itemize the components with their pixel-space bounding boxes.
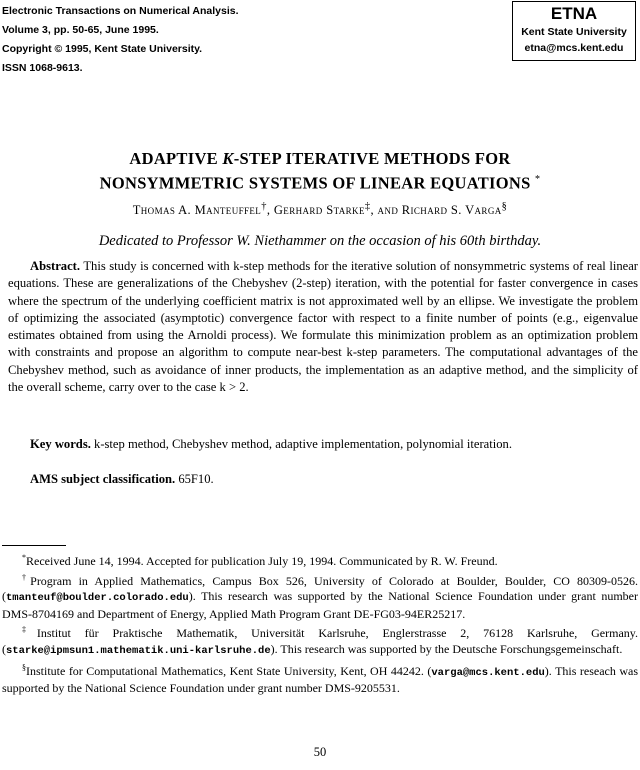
paper-title-line1 — [0, 148, 640, 169]
footnote-text: ). This research was supported by the National Science Foundation under grant number DMS-8704169 and Department of Energy, Applied Math Program Grant DE-FG03-94ER25217. — [2, 589, 638, 621]
title-part: -STEP ITERATIVE METHODS FOR — [233, 149, 511, 168]
journal-copyright: Copyright © 1995, Kent State University. — [2, 43, 203, 55]
author-footnote-mark: ‡ — [364, 201, 371, 212]
author-footnote-mark: § — [501, 201, 508, 212]
footnote — [2, 660, 638, 697]
footnote-text: ). This reseach was supported by the National Science Foundation under grant number DMS-9205531. — [2, 663, 639, 696]
author-footnote-mark: † — [261, 201, 267, 212]
keywords — [30, 437, 638, 452]
footnote-text: Program in Applied Mathematics, Campus Box 526, University of Colorado at Boulder, Boulder, CO 80309-0526. ( — [2, 573, 639, 604]
journal-volume: Volume 3, pp. 50-65, June 1995. — [2, 24, 159, 36]
journal-name: Electronic Transactions on Numerical Analysis. — [2, 5, 239, 17]
author-name: Gerhard Starke — [273, 203, 365, 218]
footnote-text: ). This research was supported by the Deutsche Forschungsgemeinschaft. — [270, 641, 623, 656]
footnote-rule — [2, 545, 66, 546]
paper-title-line2 — [0, 169, 640, 194]
footnote — [2, 550, 638, 570]
footnote-mark: § — [22, 662, 26, 672]
footnote-email: tmanteuf@boulder.colorado.edu — [6, 592, 189, 605]
ams-classification — [30, 472, 638, 487]
abstract-text: This study is concerned with k-step methods for the iterative solution of nonsymmetric systems of real linear equations. These are generalizations of the Chebyshev (2-step) iteration, with the potential for faster convergence in cases where the spectrum of the underlying coefficient matrix is not approximated well by an ellipse. We investigate the problem of optimizing the associated (asymptotic) convergence factor with respect to a finite number of points (e.g., eigenvalue estimates obtained from using the Arnoldi process). We formulate this minimization problem as an optimization problem with constraints and propose an algorithm to compute near-best k-step parameters. The computational advantages of the Chebyshev method, such as avoidance of inner products, the implementation as an adaptive method, and the simplicity of the overall scheme, carry over to the case k > 2. — [8, 259, 638, 395]
author-list: Thomas A. Manteuffel†, Gerhard Starke‡, and Richard S. Varga§ — [132, 201, 508, 218]
footnote — [2, 622, 638, 659]
keywords-label: Key words. — [30, 437, 91, 451]
keywords-text: k-step method, Chebyshev method, adaptive implementation, polynomial iteration. — [94, 437, 512, 451]
footnotes — [2, 550, 638, 697]
page-number: 50 — [313, 745, 327, 759]
footnote-mark: * — [22, 553, 26, 562]
footnote-text: Received June 14, 1994. Accepted for publication July 19, 1994. Communicated by R. W. Freund. — [26, 554, 498, 568]
journal-info — [2, 2, 239, 78]
footnote-text: Institute for Computational Mathematics, Kent State University, Kent, OH 44242. ( — [26, 663, 432, 678]
abstract-label: Abstract. — [30, 259, 81, 273]
abstract — [8, 258, 638, 396]
ams-label: AMS subject classification. — [30, 472, 176, 486]
title-footnote-mark: * — [535, 174, 541, 185]
footnote-email: varga@mcs.kent.edu — [431, 666, 545, 679]
footnote-mark: ‡ — [22, 625, 37, 635]
ams-text: 65F10. — [178, 472, 214, 486]
title-part: NONSYMMETRIC SYSTEMS OF LINEAR EQUATIONS — [99, 173, 531, 193]
etna-email: etna@mcs.kent.edu — [524, 42, 624, 54]
title-k: K — [222, 149, 234, 168]
paper-title — [0, 148, 640, 194]
footnote — [2, 570, 638, 623]
etna-title: ETNA — [550, 4, 598, 23]
author-conjunction: and — [377, 203, 399, 218]
footnote-email: starke@ipmsun1.mathematik.uni-karlsruhe.de — [6, 644, 271, 657]
dedication: Dedicated to Professor W. Niethammer on the occasion of his 60th birthday. — [98, 233, 542, 249]
author-name: Thomas A. Manteuffel — [132, 203, 262, 218]
title-part: ADAPTIVE — [129, 149, 223, 168]
journal-issn: ISSN 1068-9613. — [2, 62, 83, 74]
footnote-text: Institut für Praktische Mathematik, Universität Karlsruhe, Englerstrasse 2, 76128 Karlsruhe, Germany. ( — [2, 626, 639, 656]
footnote-mark: † — [22, 572, 31, 582]
etna-header-box — [512, 1, 636, 61]
author-name: Richard S. Varga — [401, 203, 502, 218]
etna-university: Kent State University — [521, 26, 627, 38]
